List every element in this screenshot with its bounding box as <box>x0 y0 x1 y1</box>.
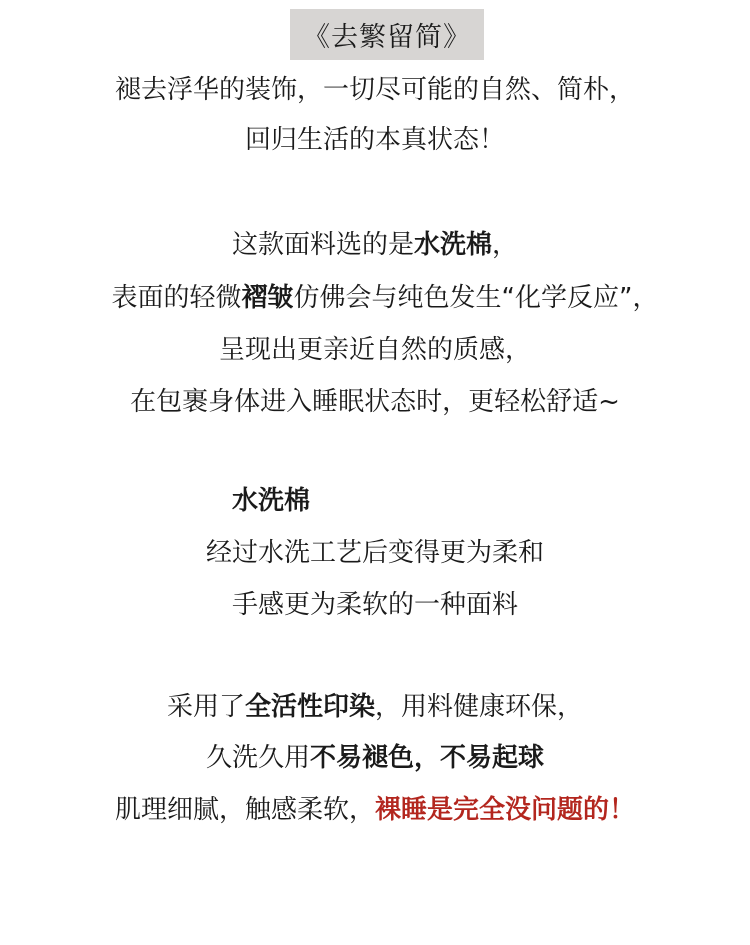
fabric-line-3 <box>0 333 750 367</box>
fabric-line-1-post: ， <box>492 230 519 260</box>
features-line-1-pre: 采用了 <box>166 692 245 722</box>
fabric-line-3-text: 呈现出更亲近自然的质感， <box>218 335 531 365</box>
definition-line-2 <box>0 588 750 622</box>
fabric-line-1-pre: 这款面料选的是 <box>231 230 414 260</box>
definition-heading <box>0 484 646 518</box>
features-line-1 <box>0 690 750 724</box>
fabric-line-2-pre: 表面的轻微 <box>111 283 242 313</box>
intro-line-2-text: 回归生活的本真状态！ <box>244 125 505 155</box>
definition-line-1 <box>0 536 750 570</box>
features-line-2 <box>0 741 750 775</box>
definition-line-2-text: 手感更为柔软的一种面料 <box>231 590 518 620</box>
intro-line-2 <box>0 123 750 157</box>
section-title-text: 《去繁留简》 <box>303 22 471 53</box>
features-line-3-pre: 肌理细腻，触感柔软， <box>114 795 375 825</box>
sleep-naked-highlight: 裸睡是完全没问题的！ <box>375 795 636 825</box>
definition-line-1-text: 经过水洗工艺后变得更为柔和 <box>205 538 544 568</box>
definition-heading-text: 水洗棉 <box>231 486 310 516</box>
features-line-3 <box>0 793 750 827</box>
section-title <box>290 9 484 60</box>
fabric-name-highlight: 水洗棉 <box>413 230 492 260</box>
fabric-line-2 <box>10 281 750 315</box>
fabric-line-1 <box>0 228 750 262</box>
fabric-line-4-text: 在包裹身体进入睡眠状态时，更轻松舒适~ <box>130 387 620 417</box>
durability-highlight: 不易褪色，不易起球 <box>310 743 545 773</box>
wrinkle-highlight: 褶皱 <box>241 283 294 313</box>
intro-line-1-text: 褪去浮华的装饰，一切尽可能的自然、简朴， <box>114 75 635 105</box>
intro-line-1 <box>0 73 750 107</box>
fabric-line-2-post: 仿佛会与纯色发生“化学反应”， <box>293 283 659 313</box>
features-line-1-post: ，用料健康环保， <box>375 692 584 722</box>
features-line-2-pre: 久洗久用 <box>205 743 310 773</box>
fabric-line-4 <box>0 385 750 419</box>
dyeing-highlight: 全活性印染 <box>244 692 375 722</box>
